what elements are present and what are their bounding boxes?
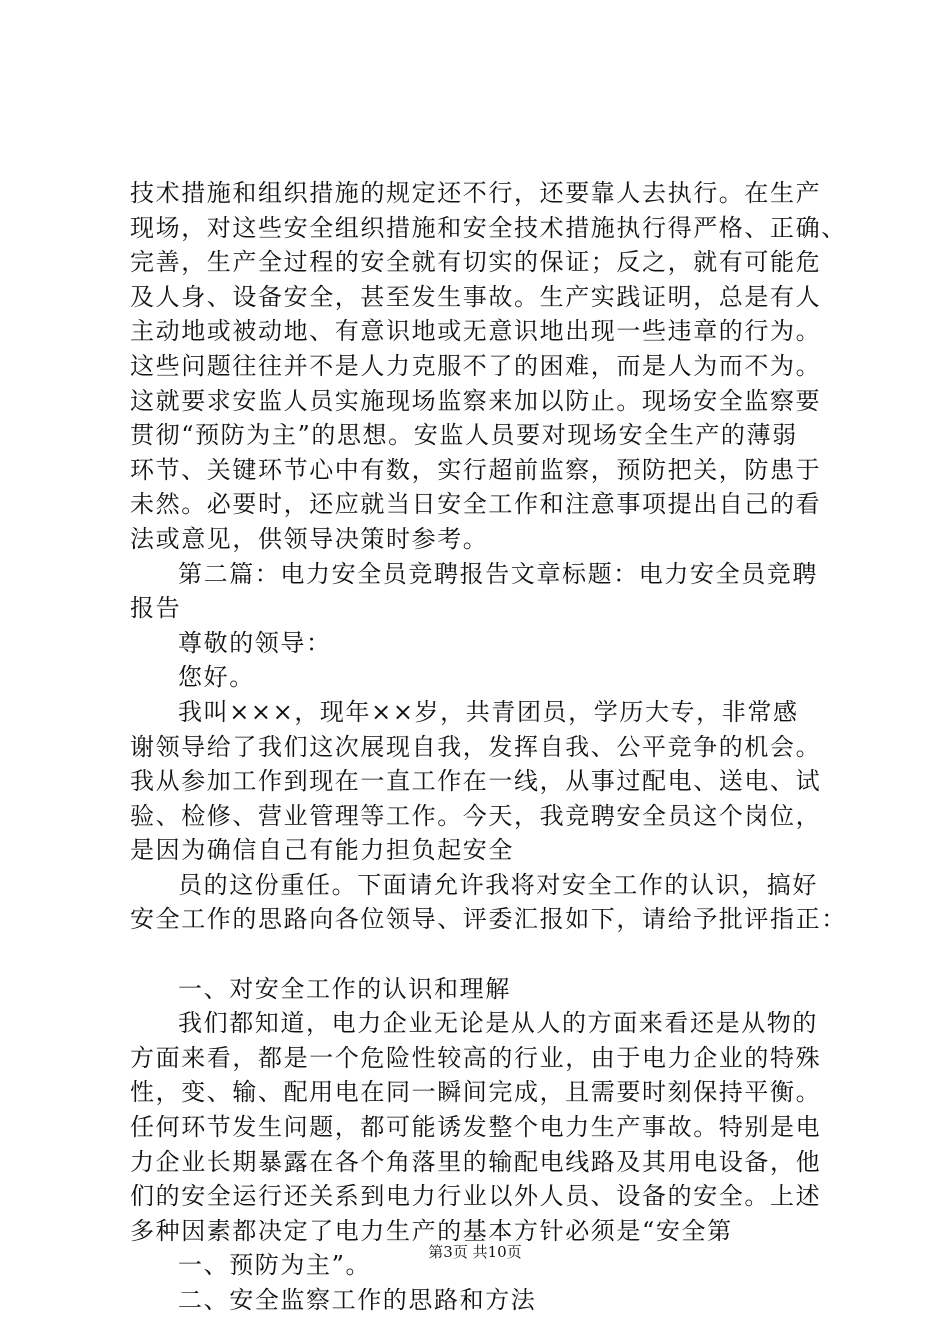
text-line: 完善，生产全过程的安全就有切实的保证；反之，就有可能危 xyxy=(130,248,822,277)
text-line: 技术措施和组织措施的规定还不行，还要靠人去执行。在生产 xyxy=(130,179,822,207)
text-line: 贯彻“预防为主”的思想。安监人员要对现场安全生产的薄弱 xyxy=(130,421,798,450)
text-line: 主动地或被动地、有意识地或无意识地出现一些违章的行为。 xyxy=(130,317,822,346)
text-line: 现场，对这些安全组织措施和安全技术措施执行得严格、正确、 xyxy=(130,213,847,242)
text-line: 是因为确信自己有能力担负起安全 xyxy=(130,836,514,865)
document-body xyxy=(130,176,847,1318)
text-line: 们的安全运行还关系到电力行业以外人员、设备的安全。上述 xyxy=(130,1182,822,1211)
text-line: 验、检修、营业管理等工作。今天，我竞聘安全员这个岗位， xyxy=(130,801,822,830)
text-line: 我从参加工作到现在一直工作在一线，从事过配电、送电、试 xyxy=(130,767,822,796)
text-line: 尊敬的领导： xyxy=(178,628,332,657)
text-line: 方面来看，都是一个危险性较高的行业，由于电力企业的特殊 xyxy=(130,1043,822,1072)
blank-line xyxy=(130,937,830,972)
text-line: 性，变、输、配用电在同一瞬间完成，且需要时刻保持平衡。 xyxy=(130,1078,822,1107)
text-line: 法或意见，供领导决策时参考。 xyxy=(130,524,489,553)
text-line: 我叫×××，现年××岁，共青团员，学历大专，非常感 xyxy=(178,697,799,726)
text-line: 一、预防为主”。 xyxy=(178,1251,372,1280)
text-line: 环节、关键环节心中有数，实行超前监察，预防把关，防患于 xyxy=(130,455,822,484)
text-line: 力企业长期暴露在各个角落里的输配电线路及其用电设备，他 xyxy=(130,1147,822,1176)
text-line: 任何环节发生问题，都可能诱发整个电力生产事故。特别是电 xyxy=(130,1113,822,1142)
text-line: 谢领导给了我们这次展现自我，发挥自我、公平竞争的机会。 xyxy=(130,732,822,761)
text-line: 一、对安全工作的认识和理解 xyxy=(178,974,511,1003)
page-footer: 第3页 共10页 xyxy=(428,1243,522,1261)
text-line: 我们都知道，电力企业无论是从人的方面来看还是从物的 xyxy=(178,1009,818,1038)
text-line: 二、安全监察工作的思路和方法 xyxy=(178,1286,537,1314)
text-line: 未然。必要时，还应就当日安全工作和注意事项提出自己的看 xyxy=(130,490,822,519)
text-line: 您好。 xyxy=(178,663,255,692)
text-line: 安全工作的思路向各位领导、评委汇报如下，请给予批评指正： xyxy=(130,905,847,934)
text-line: 员的这份重任。下面请允许我将对安全工作的认识，搞好 xyxy=(178,870,818,899)
text-line: 第二篇：电力安全员竞聘报告文章标题：电力安全员竞聘 xyxy=(178,559,818,588)
text-line: 这些问题往往并不是人力克服不了的困难，而是人为而不为。 xyxy=(130,351,822,380)
text-line: 及人身、设备安全，甚至发生事故。生产实践证明，总是有人 xyxy=(130,282,822,311)
text-line: 多种因素都决定了电力生产的基本方针必须是“安全第 xyxy=(130,1216,733,1245)
text-line: 这就要求安监人员实施现场监察来加以防止。现场安全监察要 xyxy=(130,386,822,415)
text-line: 报告 xyxy=(130,594,182,623)
